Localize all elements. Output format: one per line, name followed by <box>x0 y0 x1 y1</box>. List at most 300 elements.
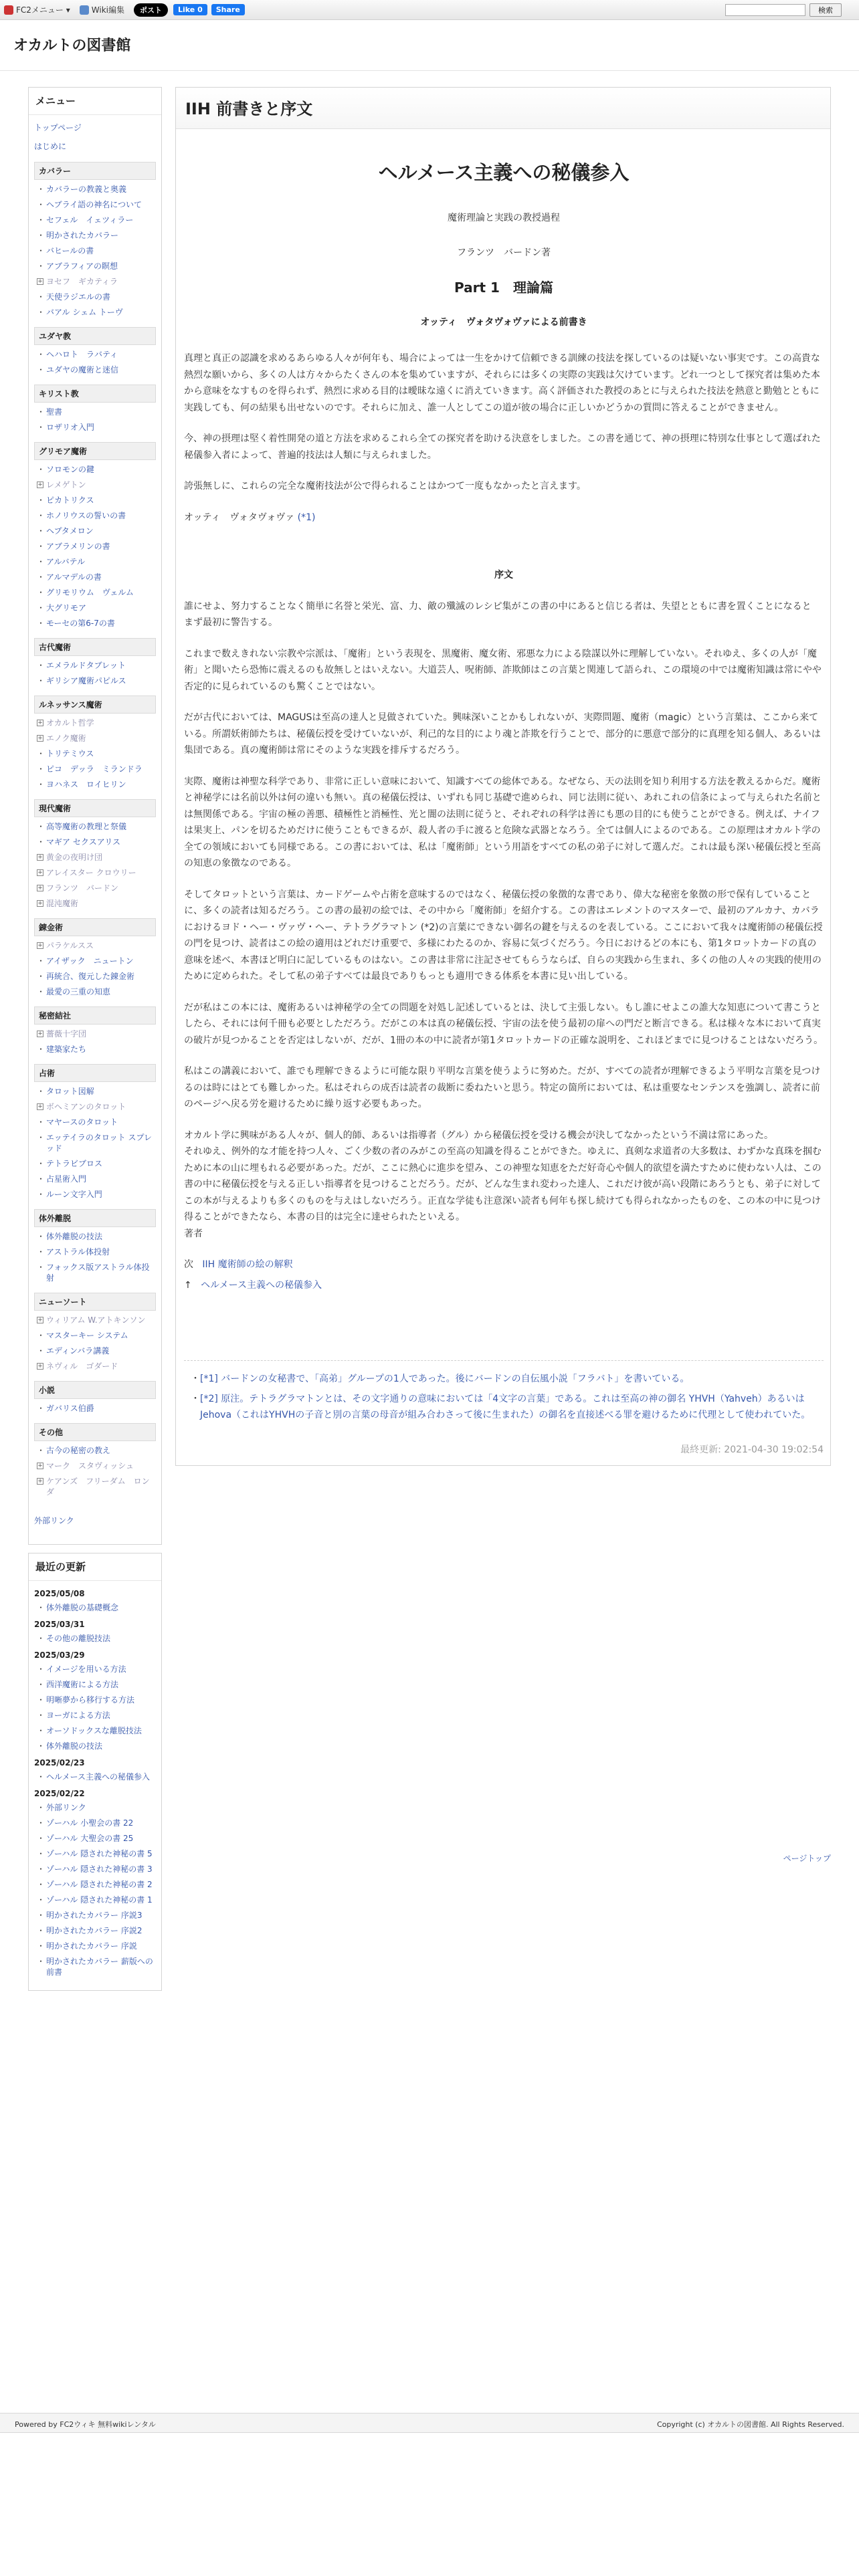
update-item-link[interactable]: 明かされたカバラー 薪版への前書 <box>46 1957 153 1977</box>
intro-heading: 序文 <box>494 570 513 581</box>
menu-item-link[interactable]: レメゲトン <box>46 480 86 490</box>
bullet-icon: ・ <box>37 1941 45 1951</box>
menu-item[interactable] <box>37 1346 156 1356</box>
menu-item[interactable] <box>37 898 156 909</box>
page-title: IIH 前書きと序文 <box>176 88 830 129</box>
menu-item[interactable] <box>37 479 156 490</box>
menu-item-link[interactable]: 建築家たち <box>46 1045 87 1054</box>
footnote-ref-1[interactable]: (*1) <box>297 512 316 523</box>
menu-item[interactable] <box>37 364 156 375</box>
intro-paragraphs <box>184 599 824 1113</box>
menu-item[interactable] <box>37 230 156 241</box>
expand-icon[interactable]: + <box>37 900 43 907</box>
menu-item-link[interactable]: アイザック ニュートン <box>46 956 134 966</box>
menu-item-link[interactable]: マヤースのタロット <box>46 1117 118 1127</box>
update-item-link[interactable]: イメージを用いる方法 <box>46 1665 126 1674</box>
menu-item[interactable] <box>37 184 156 195</box>
menu-item[interactable] <box>37 422 156 433</box>
expand-icon[interactable]: + <box>37 854 43 861</box>
paragraph: 私はこの講義において、誰でも理解できるように可能な限り平明な言葉を使うように努めた。だが、すべての読者が理解できるよう平明な言葉を見つけるのは時にはとても難しかった。私はそれらの成否は読者の裁断に委ねたいと思う。特定の箇所においては、私は重要なセンテンスを強調し、読者に前のページへ戻る労を避けるために繰り返す必要もあった。 <box>184 1066 821 1110</box>
bullet-icon: ・ <box>37 1695 45 1705</box>
bullet-icon: ・ <box>37 1603 45 1612</box>
bullet-icon: ・ <box>37 1895 45 1905</box>
menu-item[interactable] <box>37 1461 156 1471</box>
update-item[interactable] <box>37 1633 156 1644</box>
menu-item[interactable] <box>37 1101 156 1112</box>
menu-item[interactable] <box>37 956 156 966</box>
menu-item-link[interactable]: ピカトリクス <box>46 496 94 505</box>
bullet-icon: ・ <box>37 676 45 685</box>
menu-item-link[interactable]: フランツ バードン <box>46 883 119 893</box>
menu-item[interactable] <box>37 675 156 686</box>
menu-item-link[interactable]: モーセの第6-7の書 <box>46 619 115 628</box>
update-item-link[interactable]: ヘルメース主義への秘儀参入 <box>46 1772 151 1782</box>
update-item[interactable] <box>37 1695 156 1705</box>
next-page-link[interactable]: IIH 魔術師の絵の解釈 <box>202 1259 293 1271</box>
paragraph: 誇張無しに、これらの完全な魔術技法が公で得られることはかつて一度もなかったと言えます。 <box>184 481 586 492</box>
menu-section-list <box>34 1403 156 1414</box>
menu-section-title: 秘密結社 <box>34 1006 156 1025</box>
menu-item[interactable] <box>37 1330 156 1341</box>
menu-section-list <box>34 718 156 790</box>
update-item-link[interactable]: 外部リンク <box>46 1803 86 1812</box>
menu-item[interactable] <box>37 733 156 744</box>
paragraph: オカルト学に興味がある人々が、個人的師、あるいは指導者（グル）から秘儀伝授を受ける機会が決してなかったという不満は常にあった。 <box>184 1130 774 1141</box>
facebook-like-button[interactable]: Like 0 <box>173 4 207 15</box>
bullet-icon: ・ <box>37 231 45 240</box>
menu-item-link[interactable]: 聖書 <box>46 407 63 417</box>
fc2-menu[interactable]: FC2メニュー ▾ <box>4 4 70 15</box>
menu-item[interactable] <box>37 1403 156 1414</box>
menu-item-link[interactable]: ソロモンの鍵 <box>46 465 95 474</box>
menu-item[interactable] <box>37 587 156 598</box>
menu-item[interactable] <box>37 292 156 302</box>
menu-item-link[interactable]: 天使ラジエルの書 <box>46 292 111 302</box>
preface-heading: オッティ ヴォタヴォヴァによる前書き <box>420 316 587 328</box>
menu-section-list <box>34 349 156 375</box>
menu-item-link[interactable]: 高等魔術の教理と祭儀 <box>46 822 127 831</box>
bullet-icon: ・ <box>37 496 45 505</box>
menu-item-link[interactable]: 混沌魔術 <box>46 899 79 908</box>
menu-item-link[interactable]: アルバテル <box>46 557 86 566</box>
expand-icon[interactable]: + <box>37 1463 43 1469</box>
search-button[interactable]: 検索 <box>809 3 842 17</box>
update-item-link[interactable]: 明かされたカバラー 序説2 <box>46 1926 142 1935</box>
menu-item[interactable] <box>37 618 156 629</box>
update-item[interactable] <box>37 1956 156 1977</box>
bullet-icon: ・ <box>37 526 45 536</box>
facebook-share-button[interactable]: Share <box>211 4 245 15</box>
bullet-icon: ・ <box>37 1926 45 1935</box>
menu-item[interactable] <box>37 1158 156 1169</box>
update-item-link[interactable]: 体外離脱の基礎概念 <box>46 1603 119 1612</box>
paragraph: それゆえ、例外的な才能を持つ人々、ごく少数の者のみがこの至高の知識を得ることができた。ゆえに、真剣な求道者の大多数は、わずかな真珠を掴むために本の山に埋もれる必要があった。だが、ここに熱心に進歩を望み、この神聖な知恵をただ好奇心や個人的欲望を満たすために使わない人は、この書の中に秘儀伝授を与える正しい指導者を見つけることだろう。だが、どんな生まれ変わった達人、これだけ彼が高い段階にあろうとも、弟子に対してこの本が与えるよりも多くのものを与えはしないだろう。正直な学徒も注意深い読者も何年も探し続けても得られなかったものを、この本の中に見つけ得ることができたなら、本書の目的は完全に達せられたといえる。 <box>184 1146 822 1223</box>
menu-title: メニュー <box>29 88 161 115</box>
menu-item-link[interactable]: ピコ デッラ ミランドラ <box>46 764 142 774</box>
bullet-icon: ・ <box>37 1404 45 1413</box>
expand-icon[interactable]: + <box>37 885 43 891</box>
menu-item-link[interactable]: ネヴィル ゴダード <box>46 1362 118 1371</box>
bullet-icon: ・ <box>37 1247 45 1257</box>
bullet-icon: ・ <box>37 1045 45 1054</box>
paragraph: だが古代においては、MAGUSは至高の達人と見做されていた。興味深いことかもしれないが、実際問題、魔術（magic）という言葉は、ここから来ている。所謂妖術師たちは、秘儀伝授を受けていないが、利己的な目的により魂と詐欺を行うことで、部分的に悪意で部分的に真理を知る個人、あるいは集団である。真の魔術師は常にそのような実践を排斥するだろう。 <box>184 712 821 756</box>
menu-item-link[interactable]: ウィリアム W.アトキンソン <box>46 1315 146 1325</box>
bullet-icon: ・ <box>37 1159 45 1168</box>
menu-item-link[interactable]: 再統合、復元した錬金術 <box>46 972 135 981</box>
menu-item[interactable] <box>37 971 156 982</box>
update-item[interactable] <box>37 1710 156 1721</box>
menu-item-link[interactable]: ケアンズ フリーダム ロンダ <box>46 1477 150 1497</box>
expand-icon[interactable]: + <box>37 720 43 726</box>
menu-item[interactable] <box>37 852 156 863</box>
preface-signature: オッティ ヴォタヴォヴァ (*1) <box>184 512 316 523</box>
menu-item[interactable] <box>37 1174 156 1184</box>
menu-item[interactable] <box>37 748 156 759</box>
update-item[interactable] <box>37 1741 156 1751</box>
bullet-icon: ・ <box>37 308 45 317</box>
expand-icon[interactable]: + <box>37 942 43 949</box>
update-item-link[interactable]: ゾーハル 小聖会の書 22 <box>46 1818 134 1828</box>
menu-item-link[interactable]: エディンバラ講義 <box>46 1346 110 1356</box>
menu-item-link[interactable]: アブラメリンの書 <box>46 542 110 551</box>
menu-item-link[interactable]: トリテミウス <box>46 749 94 758</box>
menu-item-link[interactable]: ヘブライ語の神名について <box>46 200 142 209</box>
update-item-link[interactable]: 西洋魔術による方法 <box>46 1680 119 1689</box>
parent-page-link[interactable]: ヘルメース主義への秘儀参入 <box>201 1279 322 1291</box>
menu-item-link[interactable]: ユダヤの魔術と迷信 <box>46 365 119 374</box>
menu-item-link[interactable]: タロット図解 <box>46 1087 94 1096</box>
menu-item[interactable] <box>37 1315 156 1325</box>
menu-item-link[interactable]: ボヘミアンのタロット <box>46 1102 126 1111</box>
update-item[interactable] <box>37 1602 156 1613</box>
menu-item-link[interactable]: ギリシア魔術パピルス <box>46 676 126 685</box>
menu-item-link[interactable]: フォックス版アストラル体投射 <box>46 1263 150 1283</box>
menu-item[interactable] <box>37 718 156 728</box>
menu-section-list <box>34 1086 156 1200</box>
menu-item[interactable] <box>37 940 156 951</box>
menu-item-link[interactable]: マスターキー システム <box>46 1331 128 1340</box>
menu-item-link[interactable]: ヨハネス ロイヒリン <box>46 780 126 789</box>
next-page-nav: 次 IIH 魔術師の絵の解釈 <box>184 1259 293 1271</box>
menu-item[interactable] <box>37 510 156 521</box>
bullet-icon: ・ <box>37 749 45 758</box>
menu-item-link[interactable]: アレイスター クロウリー <box>46 868 136 877</box>
menu-item-link[interactable]: テトラビブロス <box>46 1159 103 1168</box>
update-item[interactable] <box>37 1802 156 1813</box>
menu-section-title: その他 <box>34 1423 156 1441</box>
menu-item-link[interactable]: ヘハロト ラバティ <box>46 350 118 359</box>
update-list <box>34 1664 156 1751</box>
bullet-icon: ・ <box>37 1803 45 1812</box>
menu-item[interactable] <box>37 837 156 847</box>
update-date: 2025/05/08 <box>34 1589 85 1598</box>
expand-icon[interactable]: + <box>37 1103 43 1110</box>
menu-section-title: 古代魔術 <box>34 638 156 656</box>
menu-item[interactable] <box>37 276 156 287</box>
menu-item-link[interactable]: パラケルスス <box>46 941 94 950</box>
update-item[interactable] <box>37 1910 156 1921</box>
paragraph: 誰にせよ、努力することなく簡単に名誉と栄光、富、力、敵の殲滅のレシピ集がこの書の中にあると信じる者は、失望とともに書を置くことになると まず最初に警告する。 <box>184 601 812 629</box>
paragraph: 実際、魔術は神聖な科学であり、非常に正しい意味において、知識すべての総体である。なぜなら、天の法則を知り利用する方法を教えるからだ。魔術と神秘学には名前以外は何の違いも無い。真の秘儀伝授は、いずれも同じ基礎で進められ、同じ法則に従い、あれこれの信条によって与えられた名前とは無関係である。宇宙の極の善悪、積極性と消極性、光と闇の法則に従うと、それぞれの科学は善にも悪の目的にも使うことができる。例えば、ナイフは果実上、パンを切るためだけに使うこともできるが、殺人者の手に渡ると危険な武器となろう。全ては個人によるのである。この原理はオカルト学の全ての領域においても同様である。この書においては、私は「魔術師」という用語をすべての私の弟子に対して選んだ。これは最も深い秘儀伝授と至高の知恵の象徴なのである。 <box>184 776 822 869</box>
menu-item[interactable] <box>37 986 156 997</box>
menu-item[interactable] <box>37 1445 156 1456</box>
menu-item-link[interactable]: ホノリウスの誓いの書 <box>46 511 126 520</box>
menu-item-link[interactable]: ヘプタメロン <box>46 526 94 536</box>
update-item-link[interactable]: ゾーハル 隠された神秘の書 1 <box>46 1895 153 1905</box>
update-item-link[interactable]: 明晰夢から移行する方法 <box>46 1695 135 1705</box>
menu-item[interactable] <box>37 764 156 774</box>
bullet-icon: ・ <box>37 185 45 194</box>
footnote: ・ [*2] 原注。テトラグラマトンとは、その文字通りの意味においては「4文字の言葉」である。これは至高の神の御名 YHVH（Yahveh）あるいはJehova（これはYHVHの子音と別の言葉の母音が組み合わさって後に生まれた）の御名を直接述べる罪を避けるために代理として使われていた。 <box>191 1394 811 1420</box>
paragraph: 真理と真正の認識を求めるあらゆる人々が何年も、場合によっては一生をかけて信頼できる訓練の技法を探しているのは疑いない事実です。この高貴な熱烈な願いから、多くの人は方々からたくさんの本を集めていますが、それらには多くの実際の実践は欠けています。どれ一つとして探究者は集めた本から意味をなすものを得られず、熱烈に求める目的は曖昧な遠くに消えていきます。高く評価された教授のあとに与えられた技法を熱意と勤勉とともに実践しても、何の結果も出せないのです。それらに加え、誰一人としてこの道が彼の場合に正しいかどうかの質問に答えることができません。 <box>184 353 820 413</box>
preface-paragraphs <box>184 350 824 495</box>
menu-item[interactable] <box>37 261 156 272</box>
paragraph: だが私はこの本には、魔術あるいは神秘学の全ての問題を対処し記述しているとは、決して主張しない。もし誰にせよこの誰大な知恵について書こうとしたら、それには何千冊も必要としただろう。だがこの本は真の秘儀伝授、宇宙の法を使う最初の扉への門だと断言できる。私は様々な本において真実の破片が見つかることを否定はしないが、だが、1冊の本の中に読者が第1タロットカードの正確な説明を、これほどまでに見つけることはないだろう。 <box>184 1002 824 1046</box>
site-title[interactable]: オカルトの図書館 <box>13 37 131 54</box>
menu-item[interactable] <box>37 407 156 417</box>
bullet-icon: ・ <box>37 200 45 209</box>
recent-updates-list <box>29 1581 161 1990</box>
menu-item[interactable] <box>37 495 156 506</box>
menu-item[interactable] <box>37 821 156 832</box>
bullet-icon: ・ <box>37 557 45 566</box>
menu-item-link[interactable]: 占星術入門 <box>46 1174 87 1184</box>
fc2-toolbar <box>0 0 859 20</box>
menu-item[interactable] <box>37 464 156 475</box>
bullet-icon: ・ <box>37 511 45 520</box>
update-list <box>34 1802 156 1977</box>
menu-item-link[interactable]: バアル シェム トーヴ <box>46 308 123 317</box>
post-x-button[interactable]: ポスト <box>134 3 168 17</box>
menu-item-link[interactable]: カバラーの教義と奥義 <box>46 185 127 194</box>
menu-item-link[interactable]: バヒールの書 <box>46 246 94 255</box>
update-item-link[interactable]: ゾーハル 隠された神秘の書 2 <box>46 1880 153 1889</box>
menu-item-link[interactable]: 明かされたカバラー <box>46 231 119 240</box>
bullet-icon: ・ <box>37 1190 45 1199</box>
expand-icon[interactable]: + <box>37 1317 43 1323</box>
expand-icon[interactable]: + <box>37 1363 43 1370</box>
bullet-icon: ・ <box>37 423 45 432</box>
update-item-link[interactable]: ゾーハル 隠された神秘の書 3 <box>46 1864 153 1874</box>
menu-section-title: 体外離脱 <box>34 1209 156 1227</box>
bullet-icon: ・ <box>37 1880 45 1889</box>
menu-item-link[interactable]: アブラフィアの瞑想 <box>46 261 118 271</box>
menu-item-link[interactable]: 古今の秘密の教え <box>46 1446 111 1455</box>
menu-item[interactable] <box>37 1132 156 1154</box>
update-item[interactable] <box>37 1925 156 1936</box>
menu-item[interactable] <box>37 1189 156 1200</box>
menu-item[interactable] <box>37 349 156 360</box>
bullet-icon: ・ <box>37 1346 45 1356</box>
update-item[interactable] <box>37 1864 156 1874</box>
menu-item[interactable] <box>37 1361 156 1372</box>
bullet-icon: ・ <box>37 1446 45 1455</box>
menu-item-link[interactable]: エノク魔術 <box>46 734 86 743</box>
update-item[interactable] <box>37 1664 156 1675</box>
menu-item-link[interactable]: エメラルドタブレット <box>46 661 126 670</box>
expand-icon[interactable]: + <box>37 481 43 488</box>
expand-icon[interactable]: + <box>37 278 43 285</box>
part-heading: Part 1 理論篇 <box>454 279 553 296</box>
update-item-link[interactable]: 明かされたカバラー 序説3 <box>46 1911 142 1920</box>
update-item[interactable] <box>37 1833 156 1844</box>
recent-updates-box <box>28 1553 162 1991</box>
menu-item[interactable] <box>37 1044 156 1055</box>
wiki-edit-link[interactable]: Wiki編集 <box>80 4 124 15</box>
menu-section-title: 占術 <box>34 1064 156 1082</box>
update-date: 2025/02/23 <box>34 1758 85 1767</box>
update-item[interactable] <box>37 1772 156 1782</box>
update-item[interactable] <box>37 1818 156 1828</box>
footnotes <box>184 1360 824 1423</box>
menu-item[interactable] <box>37 1262 156 1283</box>
menu-section-list <box>34 464 156 629</box>
update-item-link[interactable]: 明かされたカバラー 序説 <box>46 1941 137 1951</box>
expand-icon[interactable]: + <box>37 1031 43 1037</box>
search-form <box>725 3 842 17</box>
bullet-icon: ・ <box>37 764 45 774</box>
intro-link[interactable]: はじめに <box>34 142 67 151</box>
menu-item-link[interactable]: 薔薇十字団 <box>46 1029 87 1039</box>
update-item-link[interactable]: その他の離脱技法 <box>46 1634 111 1643</box>
bullet-icon: ・ <box>37 661 45 670</box>
menu-item-link[interactable]: エッテイラのタロット スプレッド <box>46 1133 153 1153</box>
menu-body <box>29 115 161 1544</box>
menu-item-link[interactable]: オカルト哲学 <box>46 718 94 728</box>
menu-section-list <box>34 940 156 997</box>
menu-item-link[interactable]: ルーン文字入門 <box>46 1190 102 1199</box>
update-item-link[interactable]: ヨーガによる方法 <box>46 1711 110 1720</box>
menu-item-link[interactable]: 最愛の三重の知恵 <box>46 987 111 996</box>
footer-powered-by[interactable]: Powered by FC2ウィキ 無料wikiレンタル <box>15 2420 156 2429</box>
menu-item[interactable] <box>37 1086 156 1097</box>
menu-item[interactable] <box>37 1476 156 1497</box>
menu-item[interactable] <box>37 660 156 671</box>
search-input[interactable] <box>725 4 805 16</box>
bullet-icon: ・ <box>37 1957 45 1966</box>
footnote-mark-1[interactable]: [*1] <box>200 1374 218 1385</box>
bullet-icon: ・ <box>37 1263 45 1272</box>
menu-section-list <box>34 1315 156 1372</box>
bullet-icon: ・ <box>37 1741 45 1751</box>
menu-item-link[interactable]: アルマデルの書 <box>46 572 102 582</box>
bullet-icon: ・ <box>37 1834 45 1843</box>
bullet-icon: ・ <box>37 956 45 966</box>
update-item[interactable] <box>37 1848 156 1859</box>
menu-item-link[interactable]: マギア セクスアリス <box>46 837 120 847</box>
edit-icon <box>80 5 89 15</box>
menu-item[interactable] <box>37 215 156 225</box>
expand-icon[interactable]: + <box>37 869 43 876</box>
menu-item-link[interactable]: ヨセフ ギカティラ <box>46 277 118 286</box>
intro-paragraphs-2 <box>184 1128 824 1226</box>
menu-item[interactable] <box>37 867 156 878</box>
menu-item-link[interactable]: アストラル体投射 <box>46 1247 110 1257</box>
main-content <box>175 87 831 1466</box>
page-top-link[interactable]: ページトップ <box>783 1854 831 1863</box>
menu-section-title: 小説 <box>34 1381 156 1399</box>
update-item-link[interactable]: オーソドックスな離脱技法 <box>46 1726 142 1735</box>
menu-item[interactable] <box>37 779 156 790</box>
update-item[interactable] <box>37 1895 156 1905</box>
menu-item[interactable] <box>37 1231 156 1242</box>
menu-section-title: グリモア魔術 <box>34 442 156 460</box>
bullet-icon: ・ <box>37 1772 45 1782</box>
menu-item[interactable] <box>37 245 156 256</box>
menu-section-title: ルネッサンス魔術 <box>34 695 156 714</box>
menu-box <box>28 87 162 1545</box>
bullet-icon: ・ <box>37 465 45 474</box>
menu-section-title: ニューソート <box>34 1293 156 1311</box>
book-author: フランツ バードン著 <box>457 247 551 259</box>
menu-item-link[interactable]: グリモリウム ヴェルム <box>46 588 134 597</box>
menu-section-title: 現代魔術 <box>34 799 156 817</box>
expand-icon[interactable]: + <box>37 1478 43 1485</box>
menu-item[interactable] <box>37 556 156 567</box>
bullet-icon: ・ <box>37 1665 45 1674</box>
menu-section-list <box>34 821 156 909</box>
menu-item-link[interactable]: ガバリス伯爵 <box>46 1404 94 1413</box>
update-item-link[interactable]: 体外離脱の技法 <box>46 1741 103 1751</box>
menu-item-link[interactable]: 体外離脱の技法 <box>46 1232 103 1241</box>
menu-item[interactable] <box>37 603 156 613</box>
bullet-icon: ・ <box>37 261 45 271</box>
update-item-link[interactable]: ゾーハル 大聖会の書 25 <box>46 1834 134 1843</box>
bullet-icon: ・ <box>37 1331 45 1340</box>
article-body <box>176 129 830 1424</box>
fc2-logo-icon <box>4 5 13 15</box>
menu-item[interactable] <box>37 1247 156 1257</box>
menu-item[interactable] <box>37 526 156 536</box>
update-item[interactable] <box>37 1679 156 1690</box>
paragraph: そしてタロットという言葉は、カードゲームや占術を意味するのではなく、秘儀伝授の象徴的な書であり、偉大な秘密を象徴の形で保有していることに、多くの読者は知るだろう。この書の最初の絵では、その中から「魔術師」を紹介する。この書はエレメントのマスターで、最初のアルカナ、カバラにおけるヨド・ヘー・ヴァヴ・ヘー、テトラグラマトン (*2)の言葉にできない御名の鍵を与えるのを表している。ここにおいて我々は魔術師の秘儀伝授の門を見つけ、読者はこの絵の適用はどれだけ重要で、多様にわたるのか、容易に気づくだろう。今日におけるどの本にも、第1タロットカードの真の意味を述べ、本書ほど明白に記しているものはない。この書は非常に注記させてもらうならば、自らの実践から生まれ、多くの他の人々の実践的使用のために定められた。そして私の弟子すべては最良でありもっとも適用できる体系を本書に見い出している。 <box>184 889 823 982</box>
sidebar <box>28 87 162 1999</box>
menu-item[interactable] <box>37 1117 156 1128</box>
book-subtitle: 魔術理論と実践の教授過程 <box>448 212 560 223</box>
menu-item[interactable] <box>37 541 156 552</box>
menu-item[interactable] <box>37 572 156 582</box>
bullet-icon: ・ <box>37 1634 45 1643</box>
menu-item-link[interactable]: 大グリモア <box>46 603 87 613</box>
bullet-icon: ・ <box>37 822 45 831</box>
bullet-icon: ・ <box>37 1117 45 1127</box>
menu-item[interactable] <box>37 307 156 318</box>
bullet-icon: ・ <box>37 1726 45 1735</box>
bullet-icon: ・ <box>37 215 45 225</box>
update-item[interactable] <box>37 1725 156 1736</box>
menu-item-link[interactable]: ロザリオ入門 <box>46 423 94 432</box>
update-item-link[interactable]: ゾーハル 隠された神秘の書 5 <box>46 1849 153 1858</box>
update-date: 2025/03/29 <box>34 1650 85 1660</box>
top-page-link[interactable]: トップページ <box>34 123 82 132</box>
update-item[interactable] <box>37 1879 156 1890</box>
footnote-mark-2[interactable]: [*2] <box>200 1394 218 1405</box>
menu-item-link[interactable]: マーク スタヴィッシュ <box>46 1461 134 1471</box>
bullet-icon: ・ <box>37 1087 45 1096</box>
menu-item[interactable] <box>37 199 156 210</box>
menu-item[interactable] <box>37 1029 156 1039</box>
update-item[interactable] <box>37 1941 156 1951</box>
menu-item-link[interactable]: 黄金の夜明け団 <box>46 853 103 862</box>
bullet-icon: ・ <box>37 603 45 613</box>
menu-item[interactable] <box>37 883 156 893</box>
expand-icon[interactable]: + <box>37 735 43 742</box>
external-links-link[interactable]: 外部リンク <box>34 1516 74 1525</box>
bullet-icon: ・ <box>37 1818 45 1828</box>
menu-item-link[interactable]: セフェル イェツィラー <box>46 215 134 225</box>
update-date: 2025/02/22 <box>34 1789 85 1798</box>
author-label: 著者 <box>184 1228 203 1239</box>
